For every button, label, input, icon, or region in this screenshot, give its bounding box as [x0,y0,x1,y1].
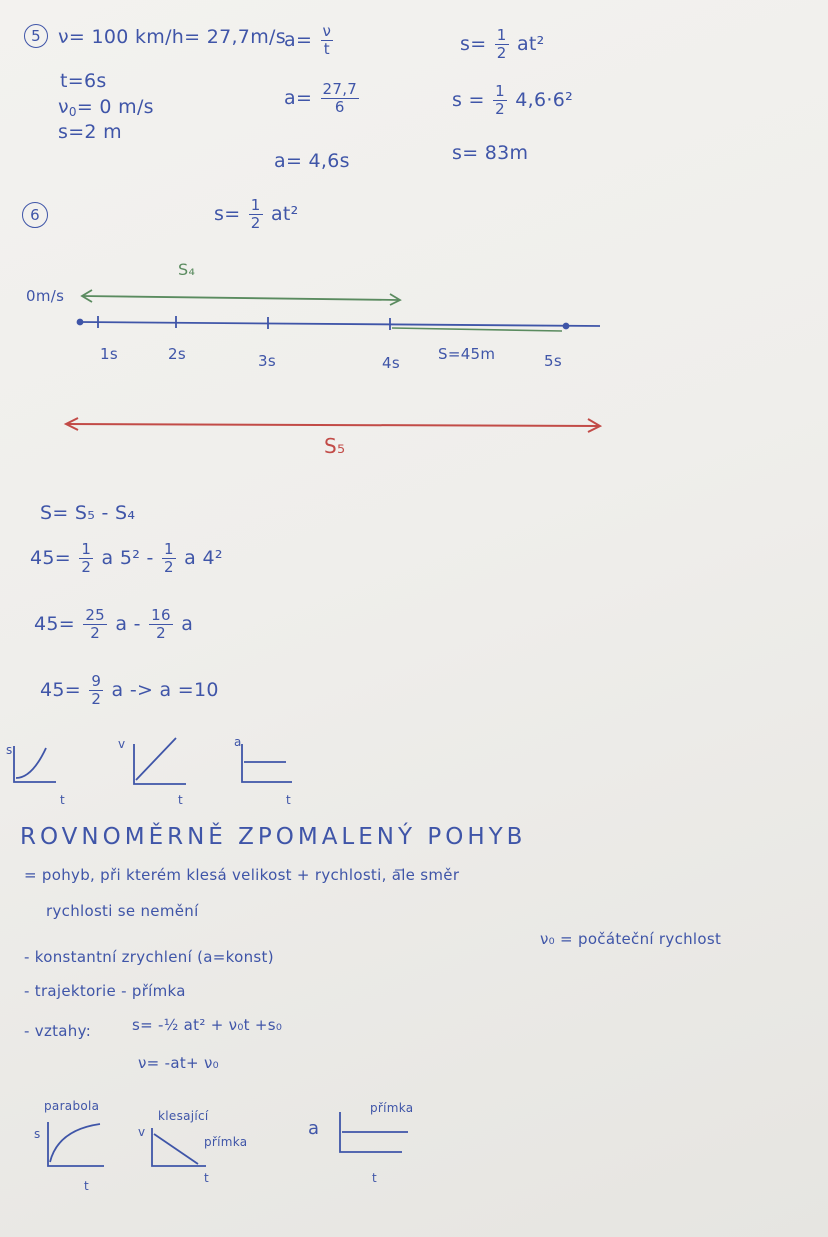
relations-label: - vztahy: [24,1022,92,1040]
problem-5-acceleration-result: a= 4,6s [274,150,350,172]
relation-distance: s= -½ at² + ν₀t +s₀ [132,1016,283,1034]
problem-5-acceleration-calc: a= $\frac{27,7}{6}$ [284,80,358,116]
graph1-y-label: s [6,743,13,757]
graph5-curve-label: klesající [158,1109,209,1123]
equation-expanded: 45= $\frac{25}{2}$ a - $\frac{16}{2}$ a [34,606,194,642]
equation-result: 45= $\frac{9}{2}$ a -> a =10 [40,672,219,708]
problem-5-acceleration-formula: a= $\frac{\nu}{t}$ [284,22,332,58]
graph5-y-label: v [138,1125,146,1139]
problem-5-number: 5 [24,24,48,48]
graphs-row-1 [14,735,292,784]
graph2-x-label: t [178,793,184,807]
equation-difference: S= S₅ - S₄ [40,502,136,524]
graph4-x-label: t [84,1179,90,1193]
graph6-x-label: t [372,1171,378,1185]
segment-distance-label: S=45m [438,345,496,363]
problem-5-given-time: t=6s [60,70,107,92]
problem-5-distance-formula: s= $\frac{1}{2}$ at² [460,26,545,62]
graph3-y-label: a [234,735,242,749]
tick-label-5s: 5s [544,352,562,370]
equation-substituted: 45= $\frac{1}{2}$ a 5² - $\frac{1}{2}$ a 4² [30,540,223,576]
definition-line-1: = pohyb, při kterém klesá velikost + rychlosti, ale směr [24,866,460,884]
problem-5-given-distance: s=2 m [58,121,122,143]
tick-label-1s: 1s [100,345,118,363]
graph4-y-label: s [34,1127,41,1141]
property-acceleration: - konstantní zrychlení (a=konst) [24,948,274,966]
graph6-curve-label: přímka [370,1101,414,1115]
s4-arrow [82,290,400,305]
graph2-y-label: v [118,737,126,751]
graph5-curve-label-2: přímka [204,1135,248,1149]
time-axis [78,316,601,330]
problem-6-formula: s= $\frac{1}{2}$ at² [214,196,299,232]
property-trajectory: - trajektorie - přímka [24,982,186,1000]
tick-label-3s: 3s [258,352,276,370]
problem-5-distance-result: s= 83m [452,142,529,164]
section-heading: ROVNOMĚRNĚ ZPOMALENÝ POHYB [20,824,527,850]
start-velocity-label: 0m/s [26,287,65,305]
graph4-curve-label: parabola [44,1099,100,1113]
initial-velocity-note: ν₀ = počáteční rychlost [540,930,722,948]
problem-5-distance-calc: s = $\frac{1}{2}$ 4,6·6² [452,82,574,118]
problem-6-number: 6 [22,202,48,228]
graph3-x-label: t [286,793,292,807]
problem-5-given-velocity: ν= 100 km/h= 27,7m/s [58,26,286,48]
definition-line-2: rychlosti se nemění [46,902,199,920]
tick-label-4s: 4s [382,354,400,372]
s5-label: S₅ [324,434,346,458]
s5-arrow [66,418,600,432]
s4-label: S₄ [178,260,196,279]
graph5-x-label: t [204,1171,210,1185]
relation-velocity: ν= -at+ ν₀ [138,1054,219,1072]
tick-label-2s: 2s [168,345,186,363]
graph6-y-label: a [308,1118,320,1139]
graph1-x-label: t [60,793,66,807]
last-second-segment [392,328,562,331]
problem-5-given-initial-velocity: $\nu_0= 0$ m/s [58,96,154,119]
